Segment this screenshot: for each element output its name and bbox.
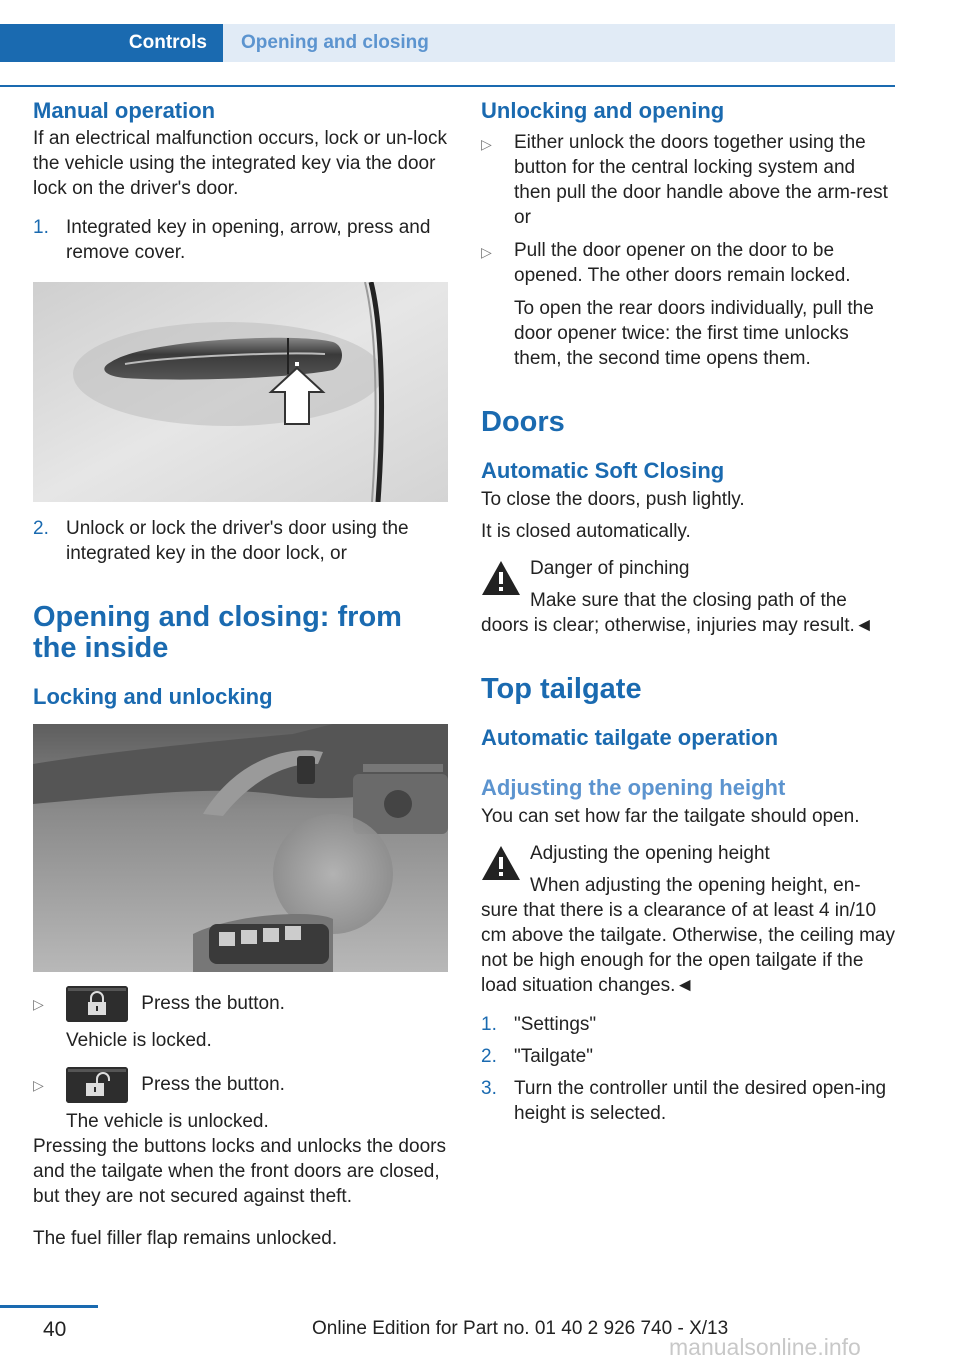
door-panel-image xyxy=(33,724,448,972)
bullet-marker: ▷ xyxy=(481,244,492,260)
footer-rule xyxy=(0,1305,98,1308)
warning-triangle-icon xyxy=(481,845,521,881)
tailgate-step-3 xyxy=(481,1076,896,1126)
left-column xyxy=(33,98,448,1251)
page-header xyxy=(0,24,895,62)
warning-body: sure that there is a clearance of at least 4 in/10 cm above the tailgate. Otherwise, the ceiling may not be high enough for the open tailgate if the load situation changes.◄ xyxy=(481,900,895,996)
step-text: "Settings" xyxy=(514,1014,597,1035)
manual-operation-heading: Manual operation xyxy=(33,98,216,123)
unlock-button-icon xyxy=(66,1067,128,1103)
door-handle-image xyxy=(33,282,448,502)
lock-button-icon xyxy=(66,986,128,1022)
unlock-item xyxy=(33,1067,448,1103)
step-number: 3. xyxy=(481,1078,497,1099)
unlocking-opening-heading: Unlocking and opening xyxy=(481,98,725,123)
warning-title: Adjusting the opening height xyxy=(530,843,770,864)
step-2-number: 2. xyxy=(33,518,49,539)
fuel-flap-paragraph: The fuel filler flap remains unlocked. xyxy=(33,1228,338,1249)
page-number: 40 xyxy=(43,1318,67,1341)
lock-result-text: Vehicle is locked. xyxy=(66,1030,212,1051)
unlock-bullet-2-text: Pull the door opener on the door to be opened. The other doors remain locked. xyxy=(514,240,851,286)
warning-first-line: Make sure that the closing path of the xyxy=(530,590,847,611)
lock-action-text: Press the button. xyxy=(141,993,285,1015)
padlock-closed-icon xyxy=(66,986,128,1022)
step-1-number: 1. xyxy=(33,217,49,238)
tailgate-step-1 xyxy=(481,1012,896,1037)
warning-triangle-icon xyxy=(481,560,521,596)
watermark: manualsonline.info xyxy=(669,1334,861,1360)
step-1-text: Integrated key in opening, arrow, press and remove cover. xyxy=(66,217,431,263)
door-panel-illustration xyxy=(33,724,448,972)
unlock-result-text: The vehicle is unlocked. xyxy=(66,1111,269,1132)
unlock-bullet-1 xyxy=(481,130,896,230)
door-handle-illustration xyxy=(33,282,448,502)
warning-body: doors is clear; otherwise, injuries may result.◄ xyxy=(481,615,874,636)
warning-title: Danger of pinching xyxy=(530,558,690,579)
soft-closing-p1: To close the doors, push lightly. xyxy=(481,489,745,510)
step-number: 2. xyxy=(481,1046,497,1067)
warning-first-line: When adjusting the opening height, en- xyxy=(530,875,861,896)
pinching-warning xyxy=(481,556,896,638)
tailgate-step-2 xyxy=(481,1044,896,1069)
step-number: 1. xyxy=(481,1014,497,1035)
unlock-bullet-2 xyxy=(481,238,896,371)
opening-height-warning xyxy=(481,841,896,998)
doors-heading: Doors xyxy=(481,406,565,438)
lock-item xyxy=(33,986,448,1022)
header-rule xyxy=(0,85,895,87)
locking-unlocking-heading: Locking and unlocking xyxy=(33,684,273,709)
lock-bullet: ▷ xyxy=(33,995,44,1012)
soft-closing-heading: Automatic Soft Closing xyxy=(481,458,725,483)
automatic-tailgate-heading: Automatic tailgate operation xyxy=(481,725,779,750)
manual-operation-text: If an electrical malfunction occurs, lock or un-lock the vehicle using the integrated key via the door lock on the driver's door. xyxy=(33,128,447,199)
unlock-bullet-1-text: Either unlock the doors together using the button for the central locking system and then pull the door handle above the arm-rest or xyxy=(514,132,888,228)
bullet-marker: ▷ xyxy=(481,136,492,152)
opening-height-heading: Adjusting the opening height xyxy=(481,775,786,800)
section-heading-inside: Opening and closing: from the inside xyxy=(33,601,402,664)
edition-text: Online Edition for Part no. 01 40 2 926 740 - X/13 xyxy=(312,1318,729,1339)
buttons-paragraph: Pressing the buttons locks and unlocks the doors and the tailgate when the front doors are closed, but they are not secured against theft. xyxy=(33,1136,446,1207)
opening-height-text: You can set how far the tailgate should open. xyxy=(481,806,860,827)
step-text: "Tailgate" xyxy=(514,1046,593,1067)
unlock-bullet: ▷ xyxy=(33,1076,44,1093)
soft-closing-p2: It is closed automatically. xyxy=(481,521,691,542)
subsection-tab: Opening and closing xyxy=(223,24,895,62)
unlock-bullet-2-extra: To open the rear doors individually, pull the door opener twice: the first time unlocks them, the second time opens them. xyxy=(514,298,874,369)
right-column xyxy=(481,98,896,1126)
top-tailgate-heading: Top tailgate xyxy=(481,673,642,705)
unlock-action-text: Press the button. xyxy=(141,1074,285,1096)
step-2-text: Unlock or lock the driver's door using the integrated key in the door lock, or xyxy=(66,518,409,564)
step-2 xyxy=(33,516,448,566)
step-text: Turn the controller until the desired open-ing height is selected. xyxy=(514,1078,887,1124)
step-1 xyxy=(33,215,448,265)
section-tab: Controls xyxy=(0,24,223,62)
padlock-open-icon xyxy=(66,1067,128,1103)
